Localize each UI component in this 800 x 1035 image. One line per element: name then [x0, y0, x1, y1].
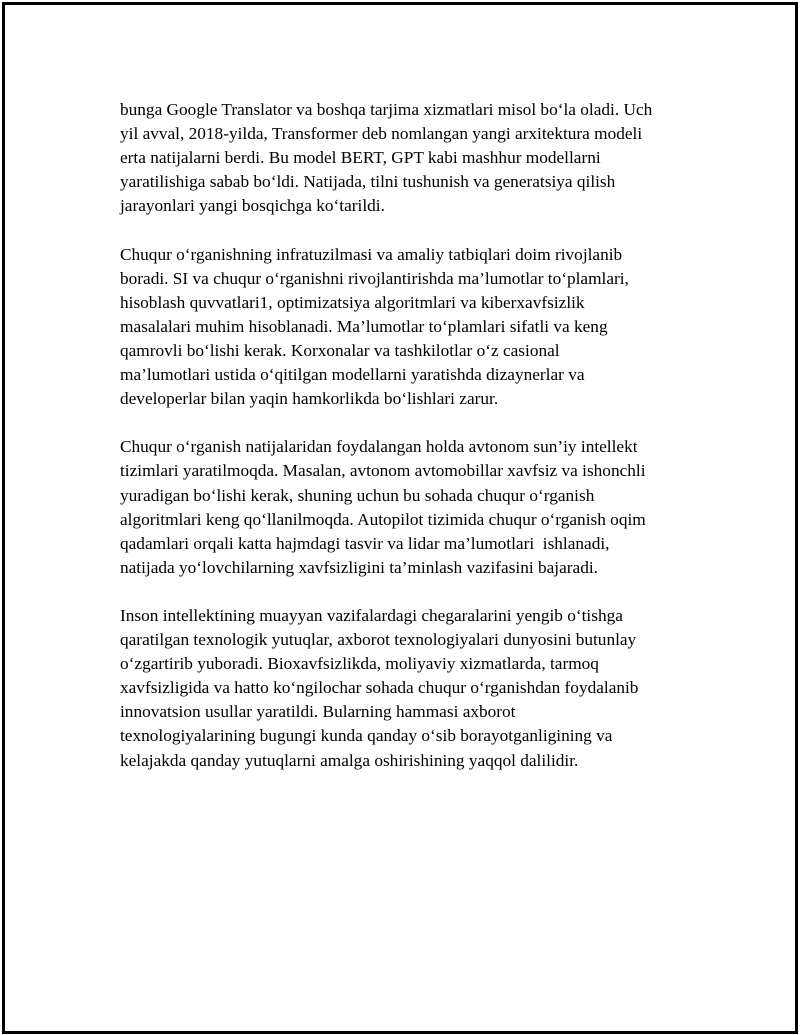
text-line: ma’lumotlari ustida o‘qitilgan modellarni yaratishda dizaynerlar va — [120, 365, 585, 385]
text-line: hisoblash quvvatlari1, optimizatsiya algoritmlari va kiberxavfsizlik — [120, 292, 585, 312]
text-line: yaratilishiga sabab bo‘ldi. Natijada, tilni tushunish va generatsiya qilish — [120, 172, 616, 192]
text-line: Chuqur o‘rganishning infratuzilmasi va amaliy tatbiqlari doim rivojlanib — [120, 244, 623, 264]
text-line: jarayonlari yangi bosqichga ko‘tarildi. — [120, 196, 385, 216]
text-line: masalalari muhim hisoblanadi. Ma’lumotlar to‘plamlari sifatli va keng — [120, 316, 608, 336]
text-line: innovatsion usullar yaratildi. Bularning hammasi axborot — [120, 702, 516, 722]
document-body — [120, 98, 700, 797]
text-line: texnologiyalarining bugungi kunda qanday o‘sib borayotganligining va — [120, 726, 613, 746]
text-line: o‘zgartirib yuboradi. Bioxavfsizlikda, moliyaviy xizmatlarda, tarmoq — [120, 654, 599, 674]
paragraph-3 — [120, 435, 700, 580]
text-line: algoritmlari keng qo‘llanilmoqda. Autopilot tizimida chuqur o‘rganish oqim — [120, 509, 646, 529]
paragraph-4 — [120, 604, 700, 773]
text-line: yil avval, 2018-yilda, Transformer deb nomlangan yangi arxitektura modeli — [120, 124, 643, 144]
text-line: qadamlari orqali katta hajmdagi tasvir va lidar ma’lumotlari ishlanadi, — [120, 533, 610, 553]
page-frame — [2, 2, 798, 1034]
text-line: developerlar bilan yaqin hamkorlikda bo‘lishlari zarur. — [120, 389, 499, 409]
text-line: boradi. SI va chuqur o‘rganishni rivojlantirishda ma’lumotlar to‘plamlari, — [120, 268, 629, 288]
text-line: yuradigan bo‘lishi kerak, shuning uchun bu sohada chuqur o‘rganish — [120, 485, 595, 505]
text-line: Chuqur o‘rganish natijalaridan foydalangan holda avtonom sun’iy intellekt — [120, 437, 638, 457]
text-line: Inson intellektining muayyan vazifalardagi chegaralarini yengib o‘tishga — [120, 605, 623, 625]
text-line: qamrovli bo‘lishi kerak. Korxonalar va tashkilotlar o‘z casional — [120, 340, 560, 360]
text-line: natijada yo‘lovchilarning xavfsizligini ta’minlash vazifasini bajaradi. — [120, 557, 598, 577]
paragraph-1 — [120, 98, 700, 218]
text-line: bunga Google Translator va boshqa tarjima xizmatlari misol bo‘la oladi. Uch — [120, 100, 653, 119]
text-line: kelajakda qanday yutuqlarni amalga oshirishining yaqqol dalilidir. — [120, 750, 579, 770]
text-line: erta natijalarni berdi. Bu model BERT, GPT kabi mashhur modellarni — [120, 148, 601, 168]
text-line: xavfsizligida va hatto ko‘ngilochar sohada chuqur o‘rganishdan foydalanib — [120, 678, 639, 698]
text-line: tizimlari yaratilmoqda. Masalan, avtonom avtomobillar xavfsiz va ishonchli — [120, 461, 646, 481]
text-line: qaratilgan texnologik yutuqlar, axborot texnologiyalari dunyosini butunlay — [120, 630, 637, 650]
paragraph-2 — [120, 243, 700, 412]
